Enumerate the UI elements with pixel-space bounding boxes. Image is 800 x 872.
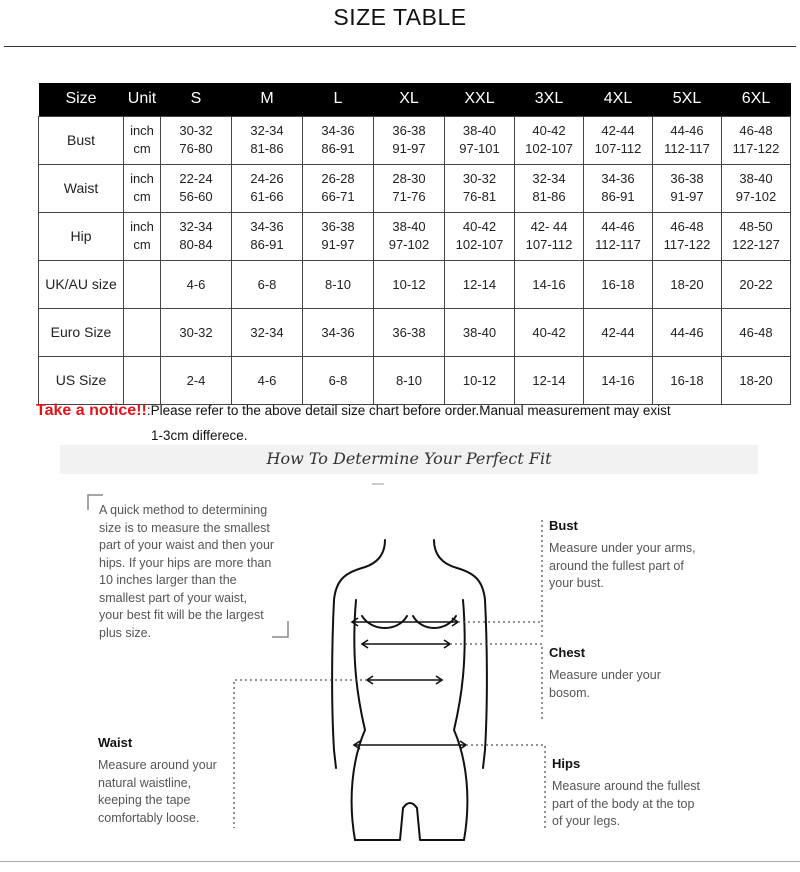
value-inch: 36-38 — [392, 123, 426, 138]
size-cell: 30-32 — [161, 308, 232, 356]
value-cm: 76-80 — [179, 141, 213, 156]
value-cm: 102-107 — [455, 237, 504, 252]
value-inch: 34-36 — [250, 219, 284, 234]
notice-text-continued: 1-3cm differece. — [151, 428, 248, 443]
fit-intro-text: A quick method to determining size is to measure the smallest part of your waist and then your hips. If your hips are more than 10 inches larger than the smallest part of your waist, your best fit will be the largest plus size. — [99, 503, 275, 640]
size-cell: 2-4 — [161, 356, 232, 404]
value-cm: 117-122 — [663, 237, 711, 252]
value-inch: 30-32 — [179, 123, 213, 138]
value-cm: 107-112 — [594, 141, 642, 156]
size-cell: 36-38 — [374, 308, 445, 356]
waist-leader — [234, 680, 367, 828]
header-cell: M — [260, 90, 274, 108]
size-cell: 40-42 — [515, 308, 584, 356]
size-cell: 14-16 — [584, 356, 653, 404]
unit-cm: cm — [133, 189, 151, 204]
value-inch: 46-48 — [670, 219, 704, 234]
bottom-divider — [0, 861, 800, 862]
size-cell: 42-44 — [584, 308, 653, 356]
size-cell: 10-12 — [374, 260, 445, 308]
value-inch: 38-40 — [739, 171, 773, 186]
size-cell: 20-22 — [722, 260, 791, 308]
page-title: SIZE TABLE — [333, 4, 467, 30]
value-inch: 38-40 — [462, 123, 497, 138]
value-cm: 107-112 — [525, 237, 573, 252]
size-cell: 46-48 — [722, 308, 791, 356]
header-cell: S — [190, 90, 202, 108]
chest-measure-line — [362, 640, 450, 648]
value-inch: 32-34 — [532, 171, 566, 186]
value-inch: 28-30 — [392, 171, 426, 186]
value-cm: 112-117 — [595, 237, 641, 252]
value-inch: 40-42 — [532, 123, 566, 138]
header-cell: L — [333, 90, 343, 108]
size-cell: 38-40 — [445, 308, 515, 356]
value-inch: 46-48 — [739, 123, 773, 138]
bust-description: Measure under your arms, around the fullest part of your bust. — [549, 541, 696, 590]
value-inch: 36-38 — [321, 219, 355, 234]
value-cm: 97-102 — [735, 189, 777, 204]
value-inch: 34-36 — [601, 171, 635, 186]
size-cell: 44-46 — [653, 308, 722, 356]
row-label: Hip — [39, 212, 124, 260]
row-label: Euro Size — [39, 308, 124, 356]
header-cell: 4XL — [603, 90, 633, 108]
value-inch: 44-46 — [670, 123, 704, 138]
value-inch: 36-38 — [670, 171, 704, 186]
size-cell: 16-18 — [584, 260, 653, 308]
value-cm: 66-71 — [321, 189, 355, 204]
header-cell: 3XL — [534, 90, 564, 108]
value-inch: 22-24 — [179, 171, 213, 186]
body-outline-icon — [332, 540, 487, 840]
value-inch: 26-28 — [321, 171, 355, 186]
hips-heading: Hips — [552, 756, 581, 771]
size-cell: 18-20 — [722, 356, 791, 404]
notice-label: Take a notice!! — [36, 402, 147, 419]
size-cell: 4-6 — [232, 356, 303, 404]
header-cell: Unit — [127, 90, 157, 108]
value-inch: 40-42 — [462, 219, 497, 234]
value-inch: 44-46 — [601, 219, 635, 234]
size-cell: 8-10 — [374, 356, 445, 404]
size-cell: 12-14 — [515, 356, 584, 404]
header-cell: 5XL — [672, 90, 702, 108]
value-cm: 76-81 — [462, 189, 497, 204]
value-cm: 91-97 — [321, 237, 355, 252]
value-cm: 112-117 — [664, 141, 710, 156]
hips-leader — [466, 745, 545, 828]
size-cell: 12-14 — [445, 260, 515, 308]
value-inch: 42- 44 — [530, 219, 568, 234]
value-cm: 91-97 — [392, 141, 426, 156]
value-inch: 32-34 — [250, 123, 284, 138]
value-cm: 102-107 — [525, 141, 573, 156]
leader-lines — [234, 520, 545, 828]
value-inch: 38-40 — [392, 219, 426, 234]
value-inch: 30-32 — [462, 171, 497, 186]
size-cell: 6-8 — [303, 356, 374, 404]
row-label: Bust — [39, 116, 124, 164]
value-cm: 97-101 — [459, 141, 500, 156]
unit-inch: inch — [130, 123, 154, 138]
value-inch: 42-44 — [601, 123, 635, 138]
size-cell: 10-12 — [445, 356, 515, 404]
value-cm: 86-91 — [601, 189, 635, 204]
header-cell: XXL — [464, 90, 495, 108]
notice-text: :Please refer to the above detail size chart before order.Manual measurement may exist — [146, 403, 671, 418]
value-cm: 61-66 — [250, 189, 284, 204]
row-label: Waist — [39, 164, 124, 212]
size-cell: 18-20 — [653, 260, 722, 308]
hips-measure-line — [354, 741, 466, 749]
value-cm: 80-84 — [179, 237, 213, 252]
size-cell: 4-6 — [161, 260, 232, 308]
waist-description: Measure around your natural waistline, keeping the tape comfortably loose. — [98, 758, 217, 825]
waist-heading: Waist — [98, 735, 133, 750]
corner-bracket-bottom-right — [272, 621, 288, 637]
row-label: US Size — [39, 356, 124, 404]
measure-arrows — [352, 618, 466, 749]
value-cm: 122-127 — [732, 237, 780, 252]
value-cm: 86-91 — [250, 237, 284, 252]
value-cm: 91-97 — [670, 189, 704, 204]
value-cm: 81-86 — [532, 189, 566, 204]
value-cm: 97-102 — [388, 237, 430, 252]
row-label: UK/AU size — [39, 260, 124, 308]
hips-description: Measure around the fullest part of the body at the top of your legs. — [552, 779, 701, 828]
value-cm: 81-86 — [250, 141, 284, 156]
unit-cm: cm — [133, 141, 151, 156]
value-inch: 24-26 — [250, 171, 284, 186]
size-cell: 14-16 — [515, 260, 584, 308]
unit-cm: cm — [133, 237, 151, 252]
value-inch: 48-50 — [739, 219, 773, 234]
header-cell: Size — [65, 90, 97, 108]
unit-inch: inch — [130, 219, 154, 234]
fit-guide-title: How To Determine Your Perfect Fit — [266, 449, 552, 468]
size-cell: 32-34 — [232, 308, 303, 356]
waist-measure-line — [367, 676, 442, 684]
unit-inch: inch — [130, 171, 154, 186]
size-cell: 8-10 — [303, 260, 374, 308]
size-cell: 6-8 — [232, 260, 303, 308]
header-cell: 6XL — [741, 90, 771, 108]
chest-description: Measure under your bosom. — [549, 668, 661, 700]
value-cm: 71-76 — [392, 189, 426, 204]
size-cell: 34-36 — [303, 308, 374, 356]
bust-heading: Bust — [549, 518, 578, 533]
value-cm: 117-122 — [732, 141, 780, 156]
chest-heading: Chest — [549, 645, 586, 660]
size-cell: 16-18 — [653, 356, 722, 404]
value-inch: 34-36 — [321, 123, 355, 138]
value-cm: 56-60 — [179, 189, 213, 204]
value-cm: 86-91 — [321, 141, 355, 156]
value-inch: 32-34 — [179, 219, 213, 234]
header-cell: XL — [399, 90, 419, 108]
